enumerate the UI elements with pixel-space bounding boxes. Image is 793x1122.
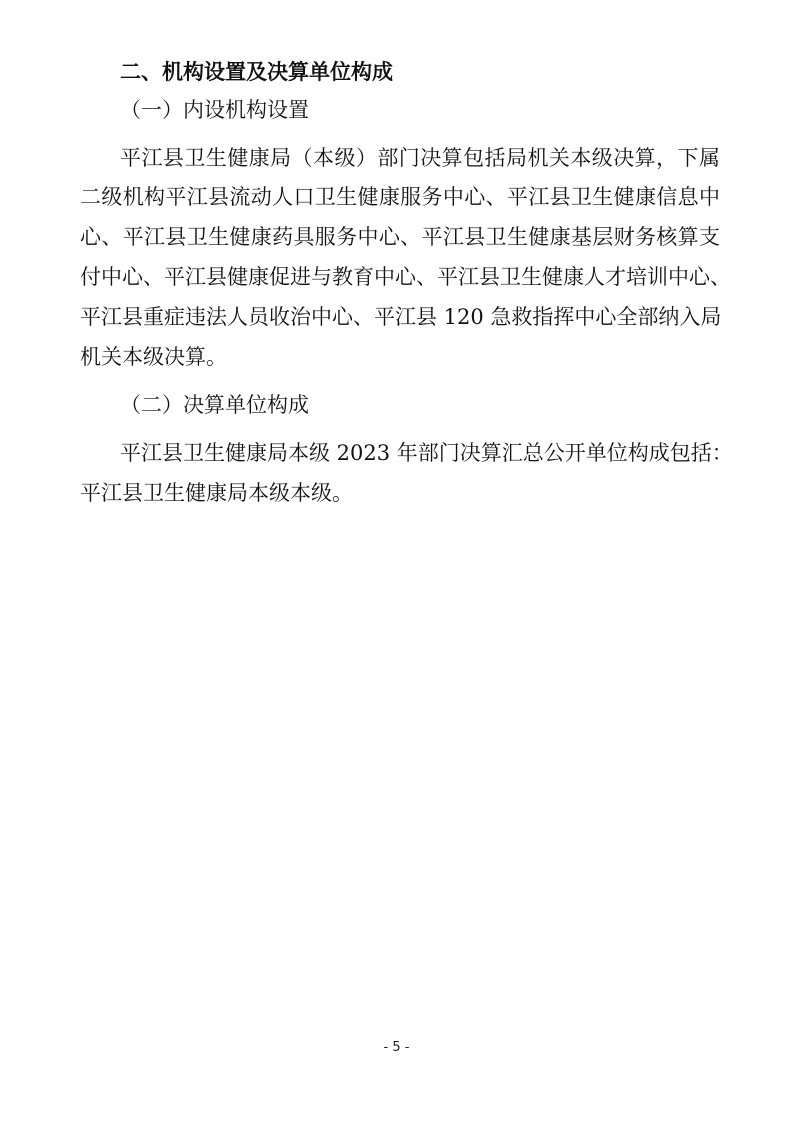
paragraph-line: 机关本级决算。 <box>80 345 227 369</box>
paragraph-line: 平江县卫生健康局（本级）部门决算包括局机关本级决算，下属 <box>120 146 720 170</box>
paragraph-line: 心、平江县卫生健康药具服务中心、平江县卫生健康基层财务核算支 <box>80 225 720 249</box>
paragraph-line: 平江县卫生健康局本级 2023 年部门决算汇总公开单位构成包括： <box>120 441 733 465</box>
section-heading: 二、机构设置及决算单位构成 <box>120 60 393 84</box>
subsection-title-internal-structure: （一）内设机构设置 <box>120 98 309 122</box>
paragraph-line: 平江县重症违法人员收治中心、平江县 120 急救指挥中心全部纳入局 <box>80 305 722 329</box>
paragraph-line: 二级机构平江县流动人口卫生健康服务中心、平江县卫生健康信息中 <box>80 185 720 209</box>
paragraph-line: 付中心、平江县健康促进与教育中心、平江县卫生健康人才培训中心、 <box>80 265 731 289</box>
subsection-title-budget-units: （二）决算单位构成 <box>120 393 309 417</box>
page-number: - 5 - <box>383 1040 410 1055</box>
paragraph-line: 平江县卫生健康局本级本级。 <box>80 481 353 505</box>
